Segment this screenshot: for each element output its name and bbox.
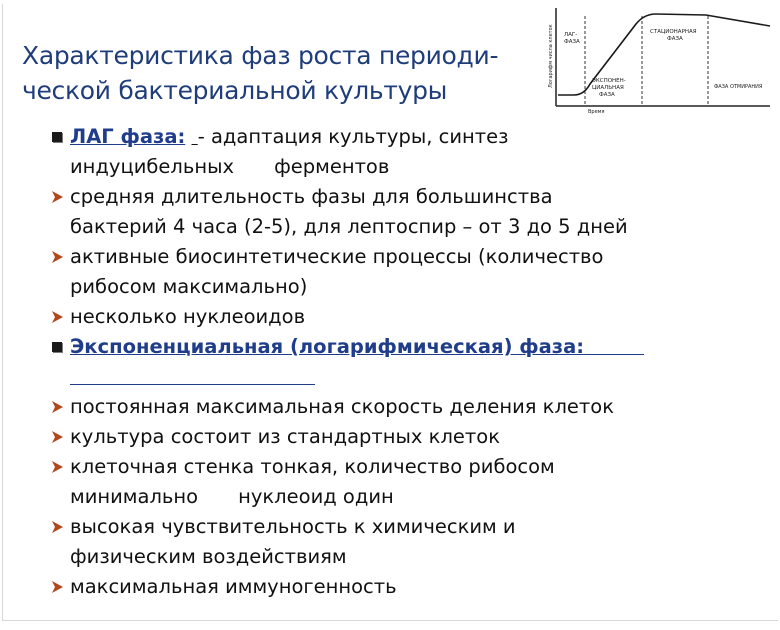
slide-title [22,38,542,108]
exp-label-1: ЭКСПОНЕН- [592,78,626,84]
lag-label-2: ФАЗА [564,39,580,45]
lag-phase-heading: ЛАГ фаза: [70,125,186,148]
death-label: ФАЗА ОТМИРАНИЯ [714,84,763,90]
stat-label-2: ФАЗА [667,36,683,42]
item6-line1: культура состоит из стандартных клеток [70,425,500,448]
arrow-bullet-icon [48,242,66,272]
square-bullet-icon [48,122,66,152]
arrow-bullet-icon [48,452,66,482]
list-item [46,452,766,512]
lag-dash: - [197,125,205,148]
arrow-bullet-icon [48,422,66,452]
slide-frame-bottom [2,620,778,621]
diagram-y-label: Логарифм числа клеток [548,24,554,88]
item3-line1: активные биосинтетические процессы (количество [70,245,604,268]
item5-line1: постоянная максимальная скорость деления клеток [70,395,614,418]
list-item [46,572,766,602]
square-bullet-icon [48,332,66,362]
lag-line1-text: адаптация культуры, синтез [210,125,509,148]
arrow-bullet-icon [48,392,66,422]
title-line-2: ческой бактериальной культуры [22,76,448,105]
exp-label-2: ЦИАЛЬНАЯ [592,85,624,91]
arrow-bullet-icon [48,302,66,332]
bullet-list [46,122,766,602]
arrow-bullet-icon [48,572,66,602]
growth-curve [558,14,770,95]
list-item [46,392,766,422]
slide-frame-left [2,4,3,620]
arrow-bullet-icon [48,512,66,542]
exp-label-3: ФАЗА [599,92,615,98]
item8-line1: высокая чувствительность к химическим и [70,515,516,538]
list-item [46,242,766,302]
item3-line2: рибосом максимально) [70,275,308,298]
item4-line1: несколько нуклеоидов [70,305,306,328]
lag-line2-text-a: индуцибельных [70,155,235,178]
item7-line2-a: минимально [70,485,199,508]
item7-line1: клеточная стенка тонкая, количество рибосом [70,455,555,478]
item2-line1: средняя длительность фазы для большинства [70,185,553,208]
list-item [46,422,766,452]
arrow-bullet-icon [48,182,66,212]
list-item [46,302,766,332]
lag-line2-text-b: ферментов [274,155,390,178]
growth-curve-diagram [546,2,776,114]
lag-label-1: ЛАГ- [564,32,578,38]
diagram-x-label: Время [588,109,605,114]
list-item [46,512,766,572]
item2-line2: бактерий 4 часа (2-5), для лептоспир – от 3 до 5 дней [70,215,628,238]
stat-label-1: СТАЦИОНАРНАЯ [650,29,697,35]
item8-line2: физическим воздействиям [70,545,347,568]
title-line-1: Характеристика фаз роста периоди- [22,41,499,70]
list-item-lag-heading [46,122,766,182]
list-item-exp-heading [46,332,766,392]
item7-line2-b: нуклеоид один [238,485,394,508]
exp-phase-heading: Экспоненциальная (логарифмическая) фаза: [70,335,585,358]
item9-line1: максимальная иммуногенность [70,575,397,598]
list-item [46,182,766,242]
